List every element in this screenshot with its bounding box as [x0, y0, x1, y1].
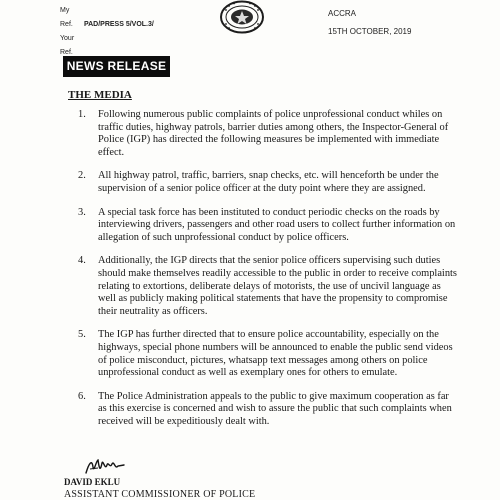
item-text: All highway patrol, traffic, barriers, snap checks, etc. will henceforth be under the supervision of a senior police officer at the duty point where they are assigned. — [98, 170, 439, 194]
release-items — [78, 109, 458, 439]
list-item — [78, 329, 458, 379]
place-date-block — [328, 6, 411, 40]
item-number: 1. — [78, 109, 86, 120]
list-item — [78, 109, 458, 159]
item-text: Following numerous public complaints of police unprofessional conduct whiles on traffic duties, highway patrols, barrier duties among others, the Inspector-General of Police (IGP) has directed the following measures be implemented with immediate effect. — [98, 109, 449, 158]
police-seal-icon — [218, 0, 266, 34]
news-release-banner: NEWS RELEASE — [63, 56, 170, 77]
reference-block — [60, 4, 154, 60]
item-number: 2. — [78, 170, 86, 182]
list-item — [78, 170, 458, 195]
my-ref-label: My Ref. — [60, 7, 73, 28]
your-ref-label: Your Ref. — [60, 35, 75, 56]
my-ref-value: PAD/PRESS 5/VOL.3/ — [83, 21, 154, 28]
item-number: 3. — [78, 206, 86, 218]
item-number: 6. — [78, 390, 86, 402]
handwritten-signature-icon — [84, 455, 140, 477]
item-text: The Police Administration appeals to the public to give maximum cooperation as far as this exercise is concerned and wish to assure the public that such complaints when received will be expeditiously dealt with. — [98, 390, 452, 427]
list-item — [78, 255, 458, 318]
city: ACCRA — [328, 9, 357, 18]
item-text: The IGP has further directed that to ensure police accountability, especially on the highways, special phone numbers will be announced to enable the public send videos of police misconduct, pictures, whatsapp text messages among others on police unprofessional conduct as well as exemplary ones for others to emulate. — [98, 329, 453, 379]
release-date: 15TH OCTOBER, 2019 — [328, 27, 412, 36]
item-text: A special task force has been instituted to conduct periodic checks on the roads by interviewing drivers, passengers and other road users to collect further information on allegation of such unprofessional conduct by police officers. — [98, 206, 456, 243]
signatory-name: DAVID EKLU — [64, 477, 121, 487]
item-number: 4. — [78, 255, 86, 267]
item-number: 5. — [78, 329, 86, 341]
item-text: Additionally, the IGP directs that the senior police officers supervising such duties should make themselves readily accessible to the public in order to receive complaints relating to extortions, deliberate delays of motorists, the use of uncivil language as well as publicly making political statements that have the propensity to compromise their neutrality as officers. — [98, 255, 457, 317]
list-item — [78, 391, 458, 429]
signatory-title: ASSISTANT COMMISSIONER OF POLICE — [64, 489, 256, 500]
addressee-heading: THE MEDIA — [68, 89, 132, 101]
my-ref-line — [60, 4, 154, 32]
list-item — [78, 207, 458, 245]
